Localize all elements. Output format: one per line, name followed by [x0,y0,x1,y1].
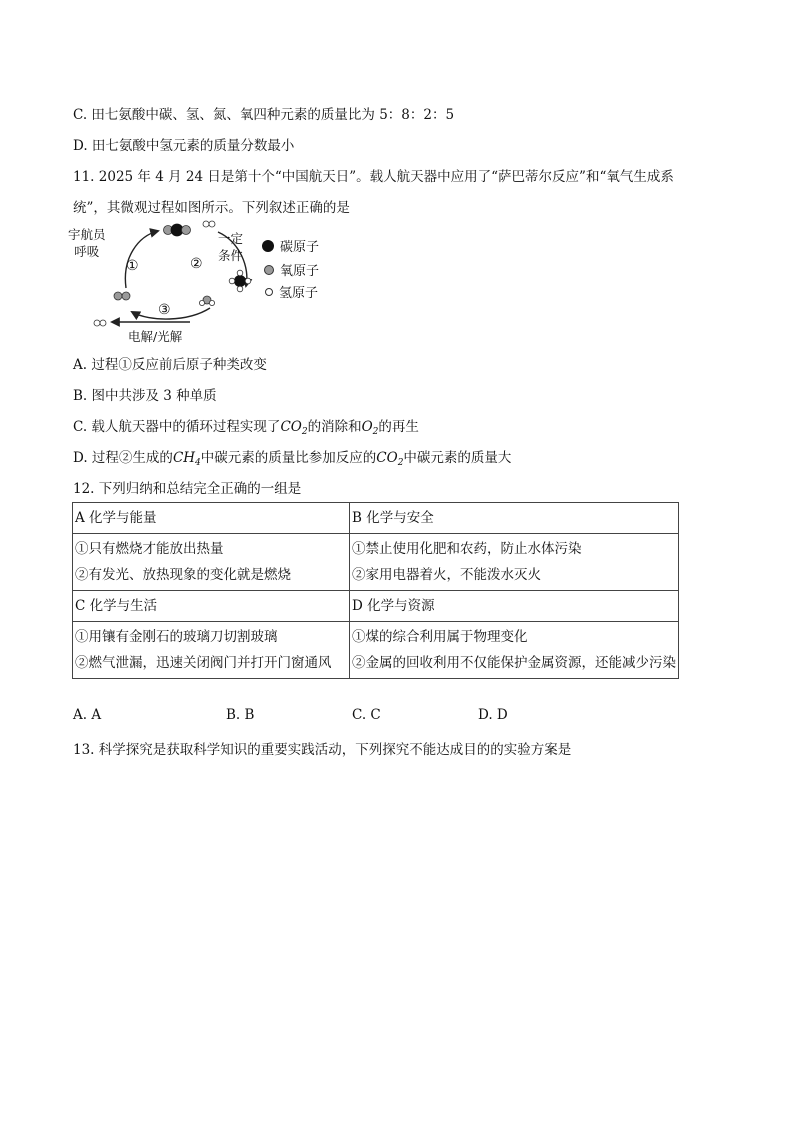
legend-hydrogen: 氢原子 [265,282,318,301]
q11-option-a: A. 过程①反应前后原子种类改变 [73,357,267,373]
hydrogen-atom-icon [265,288,273,296]
legend-oxygen: 氧原子 [264,260,319,279]
cell-a-title: A 化学与能量 [73,503,350,534]
oxygen-atom-icon [264,265,274,275]
q12-summary-table [72,502,679,679]
cell-a-content: ①只有燃烧才能放出热量 ②有发光、放热现象的变化就是燃烧 [73,534,350,591]
q10-option-c: C. 田七氨酸中碳、氢、氮、氧四种元素的质量比为 5：8：2：5 [73,107,455,123]
q12-option-a: A. A [73,707,102,723]
cell-d-title: D 化学与资源 [350,591,679,622]
cell-d-content: ①煤的综合利用属于物理变化 ②金属的回收利用不仅能保护金属资源，还能减少污染 [350,622,679,679]
q11-stem-line2: 统”，其微观过程如图所示。下列叙述正确的是 [73,200,350,216]
table-row [73,591,679,622]
carbon-atom-icon [262,240,274,252]
ch4-molecule [229,270,251,292]
q12-stem: 12. 下列归纳和总结完全正确的一组是 [73,481,302,497]
label-electrolysis: 电解/光解 [128,329,183,344]
o2-molecule [114,292,130,300]
label-astronaut: 宇航员 呼吸 [68,227,106,259]
q11-option-c: C. 载人航天器中的循环过程实现了$CO_2$的消除和$O_2$的再生 [73,419,419,437]
legend-carbon: 碳原子 [262,236,319,255]
q11-stem-line1: 11. 2025 年 4 月 24 日是第十个“中国航天日”。载人航天器中应用了“萨巴蒂尔反应”和“氧气生成系 [73,169,674,185]
step-2-label: ② [190,256,203,272]
table-row [73,503,679,534]
q10-option-d: D. 田七氨酸中氢元素的质量分数最小 [73,138,295,154]
cell-b-content: ①禁止使用化肥和农药，防止水体污染 ②家用电器着火，不能泼水灭火 [350,534,679,591]
q11-option-b: B. 图中共涉及 3 种单质 [73,388,217,404]
h2o-molecule [199,296,214,306]
h2-molecule-top [203,221,215,227]
table-row [73,622,679,679]
q12-option-b: B. B [226,707,255,723]
h2-molecule-bottom [94,320,106,326]
q13-stem: 13. 科学探究是获取科学知识的重要实践活动，下列探究不能达成目的的实验方案是 [73,742,572,758]
cell-c-title: C 化学与生活 [73,591,350,622]
q12-option-c: C. C [352,707,381,723]
q11-option-d: D. 过程②生成的$CH_4$中碳元素的质量比参加反应的$CO_2$中碳元素的质量大 [73,450,512,468]
q12-option-d: D. D [478,707,508,723]
label-condition: 一定 条件 [218,231,244,263]
table-row [73,534,679,591]
step-3-label: ③ [158,302,171,318]
cell-b-title: B 化学与安全 [350,503,679,534]
co2-molecule [164,224,191,236]
step-1-label: ① [126,258,139,274]
arrow-step-3 [132,308,210,319]
q11-cycle-diagram [60,218,360,348]
cell-c-content: ①用镶有金刚石的玻璃刀切割玻璃 ②燃气泄漏，迅速关闭阀门并打开门窗通风 [73,622,350,679]
